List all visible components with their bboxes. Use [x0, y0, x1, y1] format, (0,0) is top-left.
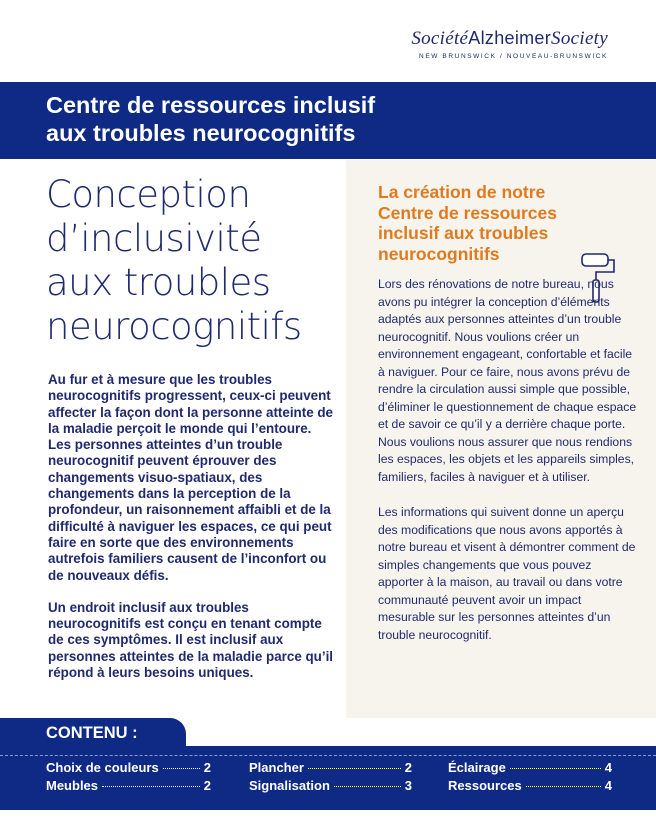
banner-title	[46, 91, 375, 147]
toc-item-lighting[interactable]	[448, 760, 612, 775]
toc-item-page: 4	[604, 760, 612, 775]
toc-item-resources[interactable]	[448, 778, 612, 793]
society-logo	[378, 28, 608, 60]
sidebar-panel	[346, 160, 656, 718]
toc-leader	[163, 768, 200, 769]
toc-item-furniture[interactable]	[46, 778, 211, 793]
toc-item-page: 2	[404, 760, 412, 775]
sidebar-paragraph-1: Lors des rénovations de notre bureau, nous avons pu intégrer la conception d’éléments adaptés aux personnes atteintes d’un trouble neurocognitif. Nous voulions créer un environnement engageant, confortable et facile à naviguer. Pour ce faire, nous avons prévu de rendre la circulation aussi simple que possible, d’éliminer le questionnement de chaque espace et de savoir ce qu’il y a derrière chaque porte. Nous voulions nous assurer que nous rendions les espaces, les objets et les appareils simples, familiers, faciles à naviguer et à utiliser.	[378, 277, 637, 484]
header-banner	[0, 82, 656, 159]
banner-line-1: Centre de ressources inclusif	[46, 92, 376, 118]
intro-text	[48, 372, 338, 697]
logo-part-alzheimer: Alzheimer	[468, 28, 552, 48]
title-line-3: aux troubles	[46, 261, 271, 304]
intro-paragraph-2: Un endroit inclusif aux troubles neurocognitifs est conçu en tenant compte de ces symptômes. Il est inclusif aux personnes atteintes de la maladie parce qu’il répond à leurs besoins uniques.	[48, 599, 334, 681]
title-line-2: d’inclusivité	[46, 217, 262, 260]
logo-part-societe: Société	[411, 28, 469, 49]
logo-wordmark	[378, 28, 608, 50]
toc-item-page: 4	[604, 778, 612, 793]
banner-line-2: aux troubles neurocognitifs	[46, 120, 356, 146]
sidebar-paragraph-2: Les informations qui suivent donne un aperçu des modifications que nous avons apportés à notre bureau et visent à démontrer comment de simples changements que vous pouvez apporter à la maison, au travail ou dans votre communauté peuvent avoir un impact mesurable sur les personnes atteintes d’un trouble neurocognitif.	[378, 505, 636, 642]
sidebar-heading: La création de notre Centre de ressources inclusif aux troubles neurocognitifs	[378, 182, 557, 264]
title-line-1: Conception	[46, 173, 251, 216]
contents-body	[0, 746, 656, 810]
contents-label: CONTENU :	[46, 724, 138, 742]
toc-item-label: Meubles	[46, 778, 99, 793]
logo-subtitle: NEW BRUNSWICK / NOUVEAU-BRUNSWICK	[419, 53, 608, 60]
table-of-contents	[0, 718, 656, 810]
toc-item-label: Choix de couleurs	[46, 760, 159, 775]
toc-item-page: 2	[203, 760, 211, 775]
page-title	[46, 173, 302, 349]
toc-item-signage[interactable]	[249, 778, 412, 793]
toc-leader	[526, 786, 601, 787]
toc-leader	[334, 786, 401, 787]
contents-divider	[0, 755, 656, 756]
sidebar-body	[378, 276, 638, 662]
toc-item-label: Éclairage	[448, 760, 506, 775]
logo-part-society: Society	[551, 28, 608, 49]
toc-leader	[308, 768, 401, 769]
toc-item-label: Signalisation	[249, 778, 330, 793]
intro-paragraph-1: Au fur et à mesure que les troubles neurocognitifs progressent, ceux-ci peuvent affecter la façon dont la personne atteinte de la maladie perçoit le monde qui l’entoure. Les personnes atteintes d’un trouble neurocognitif peuvent éprouver des changements visuo-spatiaux, des changements dans la perception de la profondeur, un raisonnement affaibli et de la difficulté à naviguer les espaces, ce qui peut faire en sorte que des environnements autrefois familiers causent de l’inconfort ou de nouveaux défis.	[48, 372, 333, 583]
title-line-4: neurocognitifs	[46, 305, 302, 348]
toc-item-label: Plancher	[249, 760, 304, 775]
toc-leader	[510, 768, 601, 769]
toc-item-colors[interactable]	[46, 760, 211, 775]
toc-item-page: 2	[203, 778, 211, 793]
toc-item-page: 3	[404, 778, 412, 793]
toc-item-flooring[interactable]	[249, 760, 412, 775]
toc-leader	[102, 786, 200, 787]
toc-item-label: Ressources	[448, 778, 522, 793]
